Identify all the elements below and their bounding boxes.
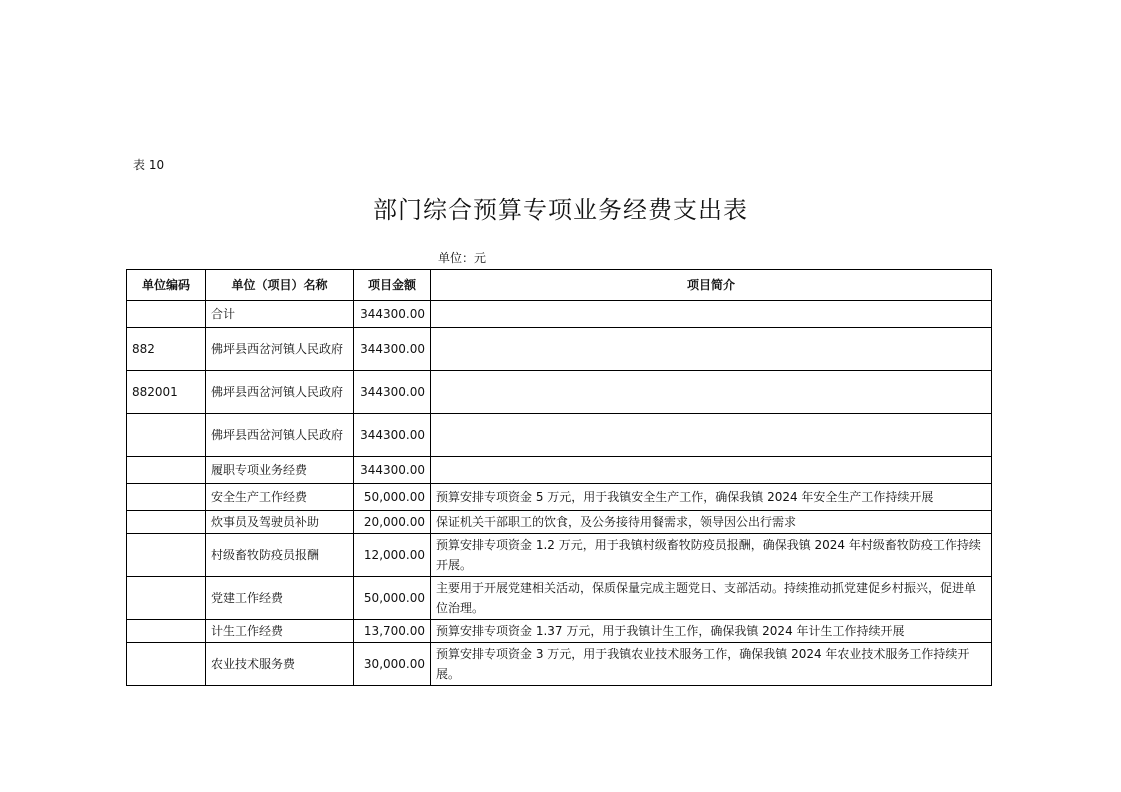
cell-code: 882001 — [127, 371, 206, 414]
table-row — [127, 414, 992, 457]
column-header-description: 项目简介 — [431, 270, 992, 301]
cell-name: 佛坪县西岔河镇人民政府 — [206, 328, 354, 371]
table-row — [127, 484, 992, 511]
table-number-label: 表 10 — [133, 158, 165, 172]
cell-name: 党建工作经费 — [206, 577, 354, 620]
cell-name: 炊事员及驾驶员补助 — [206, 511, 354, 534]
cell-description — [431, 457, 992, 484]
cell-code — [127, 457, 206, 484]
table-row — [127, 457, 992, 484]
cell-code — [127, 643, 206, 686]
table-row — [127, 643, 992, 686]
cell-code — [127, 577, 206, 620]
cell-amount: 344300.00 — [354, 328, 431, 371]
cell-name: 农业技术服务费 — [206, 643, 354, 686]
cell-description — [431, 328, 992, 371]
cell-name: 安全生产工作经费 — [206, 484, 354, 511]
cell-name: 佛坪县西岔河镇人民政府 — [206, 414, 354, 457]
cell-code: 882 — [127, 328, 206, 371]
table-row — [127, 328, 992, 371]
cell-code — [127, 301, 206, 328]
cell-name: 履职专项业务经费 — [206, 457, 354, 484]
cell-code — [127, 414, 206, 457]
cell-code — [127, 534, 206, 577]
cell-description: 主要用于开展党建相关活动，保质保量完成主题党日、支部活动。持续推动抓党建促乡村振兴，促进单位治理。 — [431, 577, 992, 620]
cell-amount: 344300.00 — [354, 457, 431, 484]
cell-name: 计生工作经费 — [206, 620, 354, 643]
cell-amount: 50,000.00 — [354, 484, 431, 511]
cell-code — [127, 511, 206, 534]
cell-name: 合计 — [206, 301, 354, 328]
column-header-name: 单位（项目）名称 — [206, 270, 354, 301]
budget-table — [126, 269, 992, 686]
cell-amount: 30,000.00 — [354, 643, 431, 686]
cell-code — [127, 484, 206, 511]
cell-name: 村级畜牧防疫员报酬 — [206, 534, 354, 577]
page-title: 部门综合预算专项业务经费支出表 — [373, 196, 748, 224]
cell-amount: 344300.00 — [354, 414, 431, 457]
cell-amount: 344300.00 — [354, 301, 431, 328]
cell-amount: 13,700.00 — [354, 620, 431, 643]
table-row — [127, 577, 992, 620]
cell-description: 保证机关干部职工的饮食，及公务接待用餐需求，领导因公出行需求 — [431, 511, 992, 534]
column-header-amount: 项目金额 — [354, 270, 431, 301]
table-row — [127, 620, 992, 643]
cell-amount: 50,000.00 — [354, 577, 431, 620]
cell-description: 预算安排专项资金 1.2 万元，用于我镇村级畜牧防疫员报酬，确保我镇 2024 年村级畜牧防疫工作持续开展。 — [431, 534, 992, 577]
cell-description: 预算安排专项资金 1.37 万元，用于我镇计生工作，确保我镇 2024 年计生工作持续开展 — [431, 620, 992, 643]
table-row — [127, 511, 992, 534]
cell-name: 佛坪县西岔河镇人民政府 — [206, 371, 354, 414]
cell-description: 预算安排专项资金 5 万元，用于我镇安全生产工作，确保我镇 2024 年安全生产工作持续开展 — [431, 484, 992, 511]
cell-description — [431, 414, 992, 457]
cell-description: 预算安排专项资金 3 万元，用于我镇农业技术服务工作，确保我镇 2024 年农业技术服务工作持续开展。 — [431, 643, 992, 686]
cell-description — [431, 301, 992, 328]
table-row — [127, 371, 992, 414]
cell-description — [431, 371, 992, 414]
cell-amount: 12,000.00 — [354, 534, 431, 577]
table-header-row — [127, 270, 992, 301]
cell-amount: 20,000.00 — [354, 511, 431, 534]
table-row — [127, 301, 992, 328]
cell-code — [127, 620, 206, 643]
column-header-code: 单位编码 — [127, 270, 206, 301]
unit-label: 单位：元 — [438, 251, 487, 265]
cell-amount: 344300.00 — [354, 371, 431, 414]
table-row — [127, 534, 992, 577]
